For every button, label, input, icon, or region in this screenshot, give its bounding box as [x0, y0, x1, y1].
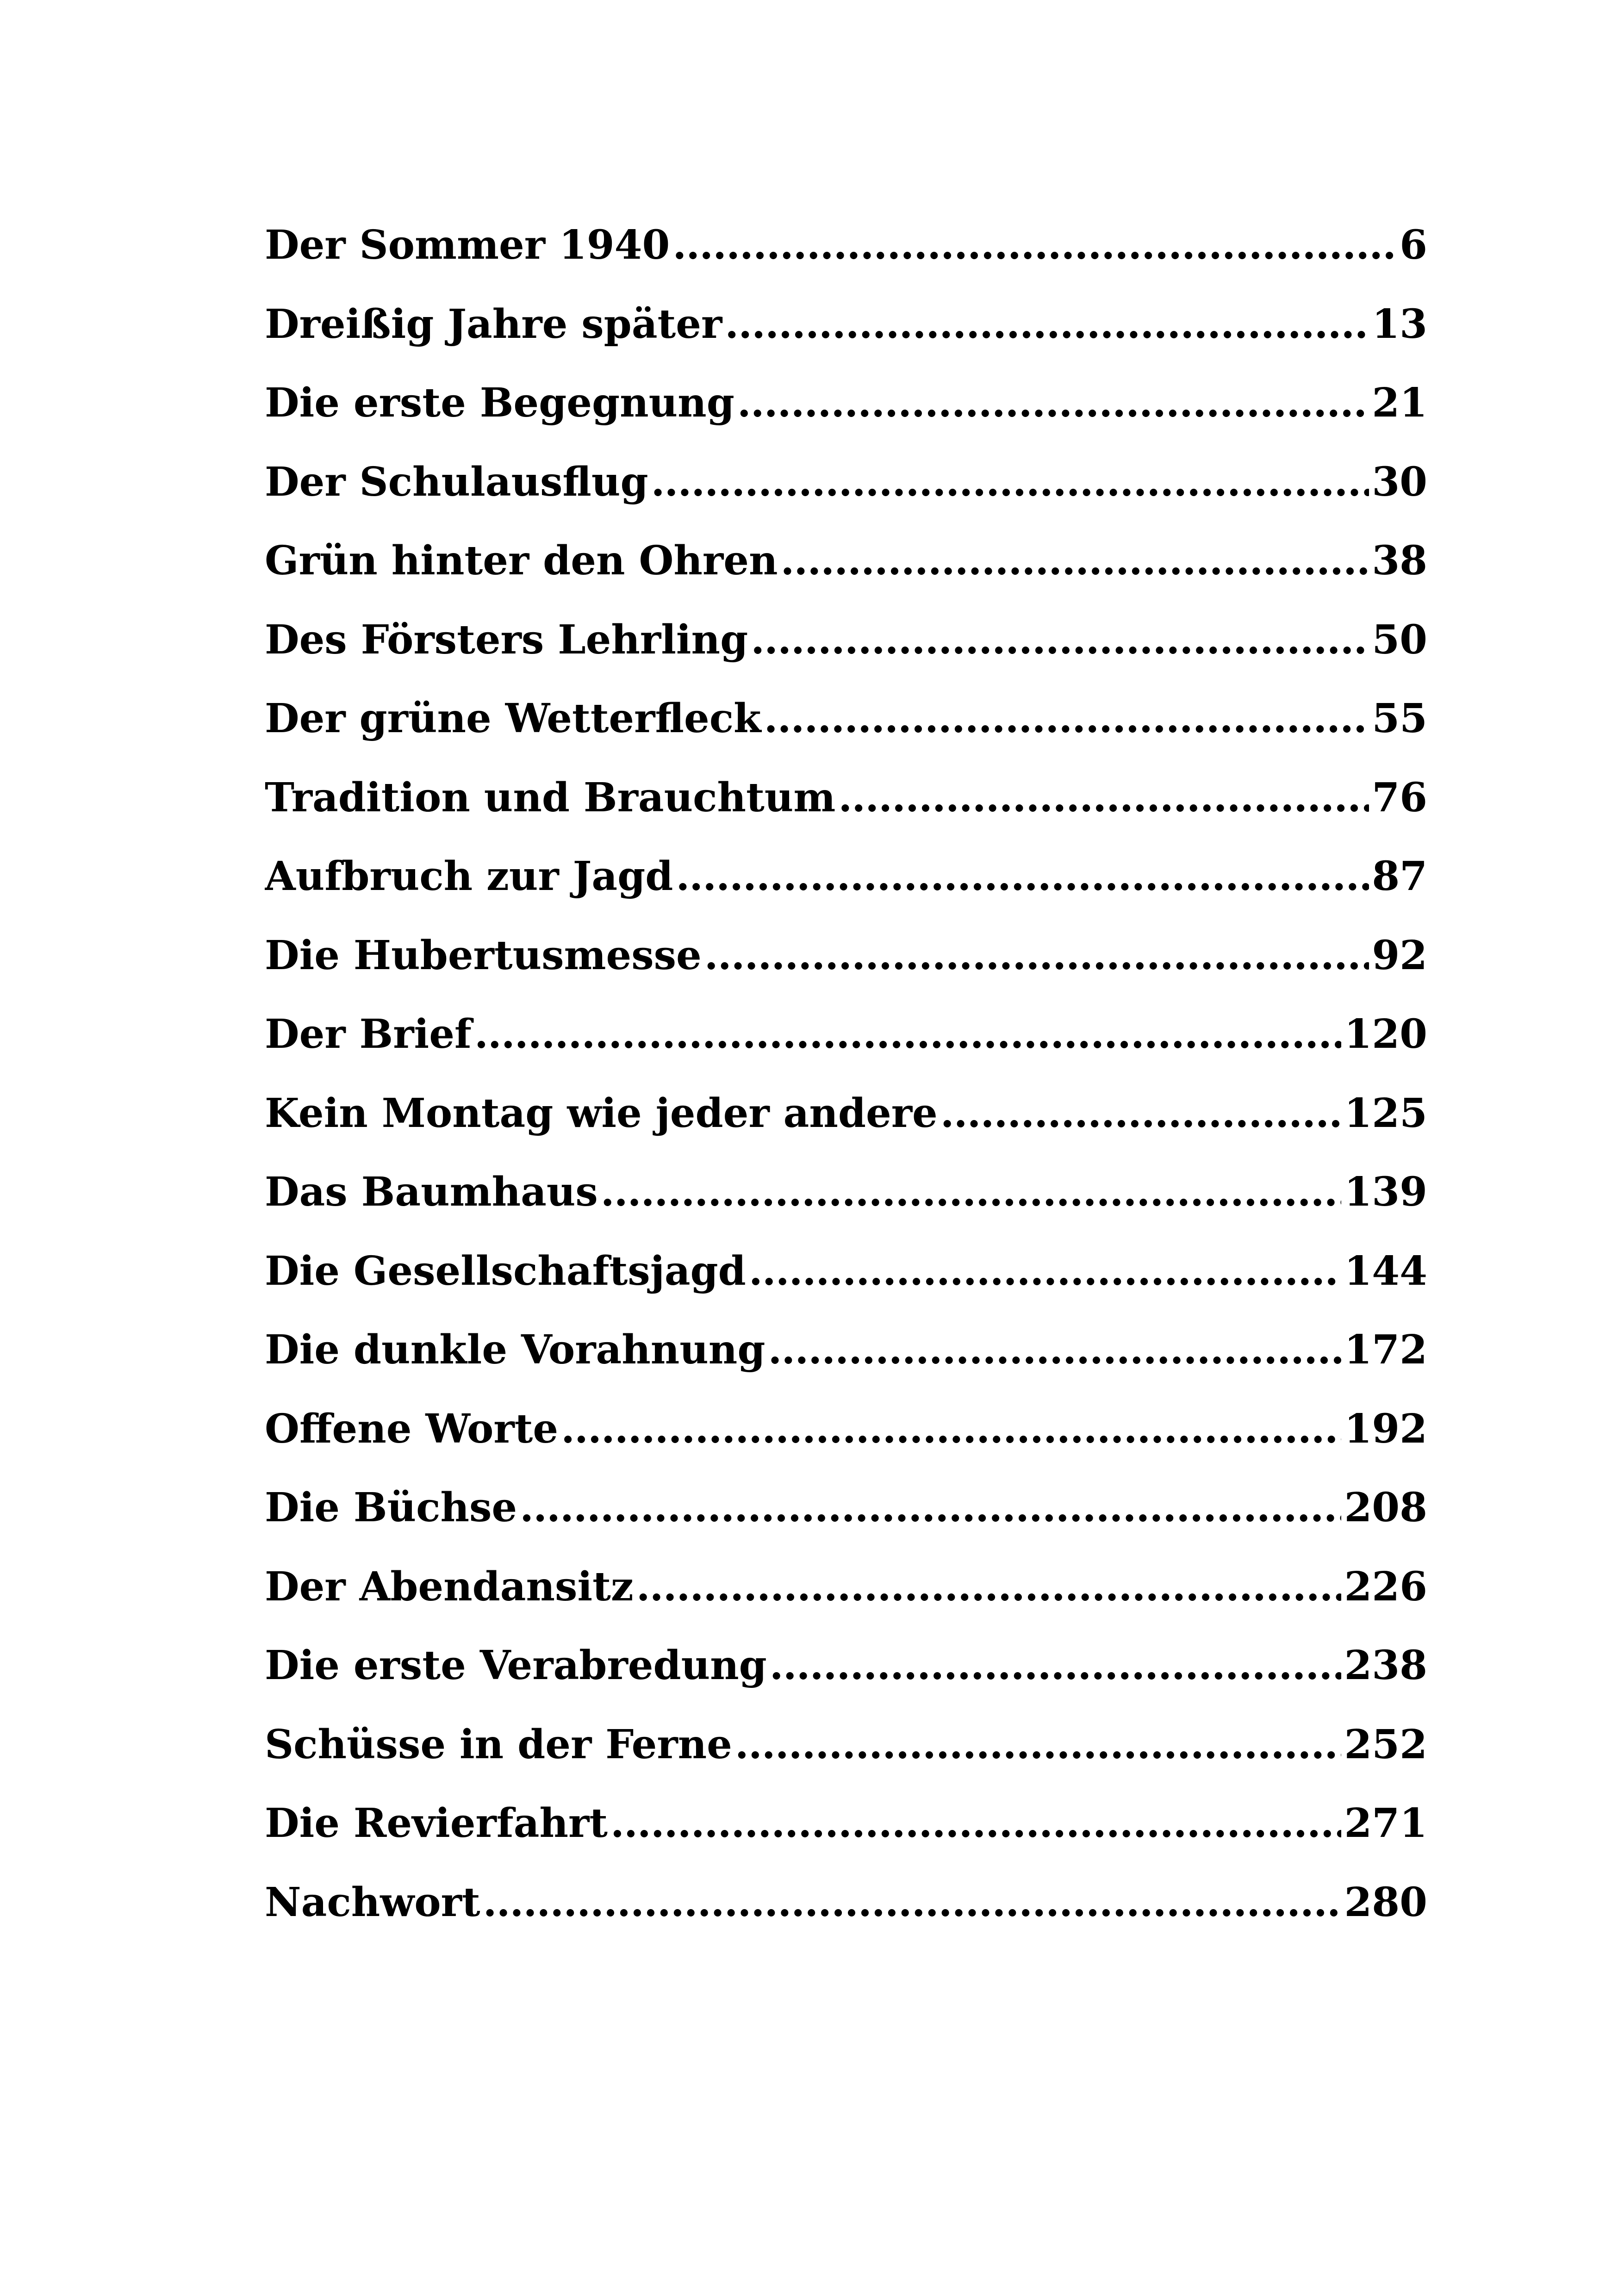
- dot-leader: [751, 601, 1369, 680]
- toc-entry-page-number: 271: [1344, 1800, 1427, 1847]
- toc-entry-page-number: 226: [1344, 1563, 1427, 1610]
- toc-entry-title: Die erste Verabredung: [265, 1642, 767, 1689]
- toc-entry-title: Der Brief: [265, 1011, 472, 1058]
- dot-leader: [483, 1863, 1342, 1942]
- toc-entry[interactable]: [265, 759, 1427, 838]
- toc-entry-title: Der Sommer 1940: [265, 222, 670, 268]
- dot-leader: [474, 995, 1342, 1074]
- toc-entry-title: Die erste Begegnung: [265, 380, 734, 426]
- dot-leader: [749, 1232, 1342, 1311]
- toc-entry[interactable]: [265, 1468, 1427, 1548]
- toc-entry-page-number: 55: [1372, 695, 1427, 742]
- dot-leader: [725, 285, 1369, 364]
- toc-entry-title: Schüsse in der Ferne: [265, 1721, 732, 1768]
- toc-entry-page-number: 87: [1372, 853, 1427, 900]
- toc-entry-title: Des Försters Lehrling: [265, 616, 748, 663]
- toc-entry-page-number: 192: [1344, 1405, 1427, 1452]
- toc-entry[interactable]: [265, 1153, 1427, 1232]
- toc-entry-title: Dreißig Jahre später: [265, 300, 722, 348]
- toc-entry-page-number: 30: [1372, 458, 1427, 505]
- toc-entry-page-number: 139: [1344, 1169, 1427, 1215]
- dot-leader: [676, 837, 1369, 916]
- toc-entry-title: Nachwort: [265, 1879, 480, 1926]
- toc-entry[interactable]: [265, 1705, 1427, 1785]
- table-of-contents: [265, 206, 1427, 1942]
- toc-entry[interactable]: [265, 1390, 1427, 1469]
- dot-leader: [838, 759, 1369, 838]
- toc-entry-title: Die Hubertusmesse: [265, 932, 702, 979]
- toc-entry-title: Das Baumhaus: [265, 1169, 598, 1215]
- toc-entry-title: Der grüne Wetterfleck: [265, 695, 761, 742]
- toc-entry-page-number: 120: [1344, 1011, 1427, 1058]
- toc-entry[interactable]: [265, 206, 1427, 285]
- toc-entry-page-number: 13: [1372, 300, 1427, 348]
- dot-leader: [737, 364, 1369, 443]
- toc-entry-page-number: 6: [1400, 222, 1427, 268]
- dot-leader: [780, 522, 1369, 601]
- dot-leader: [770, 1626, 1342, 1705]
- toc-entry-title: Die Revierfahrt: [265, 1800, 608, 1847]
- dot-leader: [636, 1548, 1342, 1627]
- toc-entry-title: Die Gesellschaftsjagd: [265, 1247, 746, 1294]
- toc-entry-page-number: 172: [1344, 1326, 1427, 1373]
- toc-entry-title: Der Abendansitz: [265, 1563, 634, 1610]
- toc-entry-title: Tradition und Brauchtum: [265, 774, 836, 821]
- toc-entry[interactable]: [265, 1548, 1427, 1627]
- toc-entry[interactable]: [265, 1311, 1427, 1390]
- toc-entry-page-number: 76: [1372, 774, 1427, 821]
- toc-entry[interactable]: [265, 995, 1427, 1074]
- toc-entry-title: Die dunkle Vorahnung: [265, 1326, 765, 1373]
- toc-entry-page-number: 92: [1372, 932, 1427, 979]
- toc-entry-title: Kein Montag wie jeder andere: [265, 1089, 938, 1137]
- toc-entry[interactable]: [265, 522, 1427, 601]
- toc-entry[interactable]: [265, 916, 1427, 996]
- toc-entry-title: Der Schulausflug: [265, 458, 648, 505]
- toc-entry-page-number: 125: [1344, 1089, 1427, 1137]
- toc-entry-title: Grün hinter den Ohren: [265, 537, 778, 584]
- toc-entry-title: Aufbruch zur Jagd: [265, 853, 673, 900]
- toc-entry[interactable]: [265, 679, 1427, 759]
- toc-entry[interactable]: [265, 364, 1427, 443]
- dot-leader: [764, 679, 1369, 759]
- toc-entry-page-number: 50: [1372, 616, 1427, 663]
- toc-entry-title: Die Büchse: [265, 1484, 517, 1531]
- dot-leader: [651, 443, 1369, 522]
- toc-entry[interactable]: [265, 1232, 1427, 1311]
- toc-entry[interactable]: [265, 837, 1427, 916]
- toc-entry-title: Offene Worte: [265, 1405, 559, 1452]
- toc-entry-page-number: 280: [1344, 1879, 1427, 1926]
- dot-leader: [601, 1153, 1342, 1232]
- toc-entry-page-number: 208: [1344, 1484, 1427, 1531]
- toc-entry[interactable]: [265, 1863, 1427, 1942]
- dot-leader: [704, 916, 1369, 996]
- dot-leader: [610, 1784, 1341, 1863]
- dot-leader: [735, 1705, 1342, 1785]
- toc-entry-page-number: 238: [1344, 1642, 1427, 1689]
- toc-entry-page-number: 21: [1372, 380, 1427, 426]
- dot-leader: [520, 1468, 1341, 1548]
- toc-entry[interactable]: [265, 1626, 1427, 1705]
- dot-leader: [768, 1311, 1341, 1390]
- toc-entry[interactable]: [265, 1074, 1427, 1153]
- toc-entry-page-number: 252: [1344, 1721, 1427, 1768]
- dot-leader: [672, 206, 1397, 285]
- toc-entry-page-number: 144: [1344, 1247, 1427, 1294]
- toc-entry[interactable]: [265, 601, 1427, 680]
- dot-leader: [561, 1390, 1341, 1469]
- toc-entry-page-number: 38: [1372, 537, 1427, 584]
- dot-leader: [940, 1074, 1342, 1153]
- toc-entry[interactable]: [265, 285, 1427, 364]
- toc-entry[interactable]: [265, 1784, 1427, 1863]
- toc-entry[interactable]: [265, 443, 1427, 522]
